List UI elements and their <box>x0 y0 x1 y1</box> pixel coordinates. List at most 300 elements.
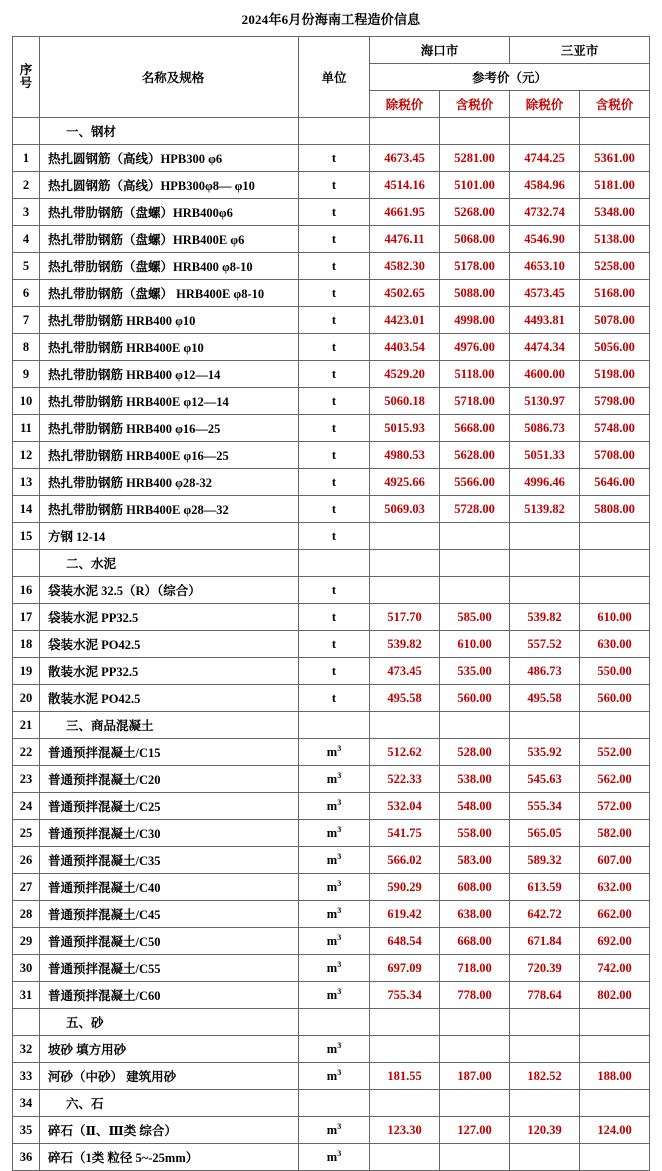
table-row <box>13 1090 650 1117</box>
row-item-name: 河砂（中砂） 建筑用砂 <box>40 1063 299 1090</box>
row-unit: $m^3$ <box>299 739 370 766</box>
sanya-in-tax-price: 572.00 <box>580 793 650 820</box>
table-row <box>13 1063 650 1090</box>
row-index: 36 <box>13 1144 40 1171</box>
row-index: 3 <box>13 199 40 226</box>
sanya-ex-tax-price <box>510 1144 580 1171</box>
row-item-name: 散装水泥 PO42.5 <box>40 685 299 712</box>
row-index: 16 <box>13 577 40 604</box>
haikou-in-tax-price: 5118.00 <box>440 361 510 388</box>
sanya-ex-tax-price: 5139.82 <box>510 496 580 523</box>
sanya-ex-tax-price: 120.39 <box>510 1117 580 1144</box>
haikou-ex-tax-price: 517.70 <box>370 604 440 631</box>
table-row <box>13 955 650 982</box>
haikou-ex-tax-price: 522.33 <box>370 766 440 793</box>
haikou-ex-tax-price: 512.62 <box>370 739 440 766</box>
sanya-ex-tax-price <box>510 1090 580 1117</box>
row-unit: t <box>299 631 370 658</box>
table-row <box>13 253 650 280</box>
row-unit: t <box>299 496 370 523</box>
haikou-ex-tax-price: 181.55 <box>370 1063 440 1090</box>
haikou-ex-tax-price: 619.42 <box>370 901 440 928</box>
row-index: 11 <box>13 415 40 442</box>
row-index: 22 <box>13 739 40 766</box>
sanya-ex-tax-price: 557.52 <box>510 631 580 658</box>
row-item-name: 普通预拌混凝土/C25 <box>40 793 299 820</box>
row-index: 8 <box>13 334 40 361</box>
row-index: 35 <box>13 1117 40 1144</box>
sanya-in-tax-price: 188.00 <box>580 1063 650 1090</box>
table-row <box>13 496 650 523</box>
haikou-in-tax-price: 535.00 <box>440 658 510 685</box>
haikou-ex-tax-price <box>370 1009 440 1036</box>
row-item-name: 碎石（Ⅱ、Ⅲ类 综合） <box>40 1117 299 1144</box>
sanya-in-tax-price <box>580 1036 650 1063</box>
sanya-in-tax-price: 692.00 <box>580 928 650 955</box>
row-unit: t <box>299 442 370 469</box>
column-header-sanya-extax: 除税价 <box>510 91 580 118</box>
sanya-ex-tax-price: 778.64 <box>510 982 580 1009</box>
sanya-ex-tax-price: 495.58 <box>510 685 580 712</box>
table-row <box>13 658 650 685</box>
row-index: 27 <box>13 874 40 901</box>
row-index: 23 <box>13 766 40 793</box>
haikou-in-tax-price: 548.00 <box>440 793 510 820</box>
haikou-ex-tax-price: 5069.03 <box>370 496 440 523</box>
table-row <box>13 388 650 415</box>
haikou-in-tax-price <box>440 577 510 604</box>
table-row <box>13 793 650 820</box>
sanya-in-tax-price: 610.00 <box>580 604 650 631</box>
sanya-in-tax-price: 124.00 <box>580 1117 650 1144</box>
sanya-ex-tax-price <box>510 118 580 145</box>
table-body <box>13 118 650 1171</box>
haikou-in-tax-price: 610.00 <box>440 631 510 658</box>
row-item-name: 坡砂 填方用砂 <box>40 1036 299 1063</box>
haikou-ex-tax-price: 590.29 <box>370 874 440 901</box>
row-unit: t <box>299 523 370 550</box>
column-header-unit: 单位 <box>299 37 370 118</box>
row-unit: $m^3$ <box>299 820 370 847</box>
sanya-ex-tax-price: 4493.81 <box>510 307 580 334</box>
row-unit: $m^3$ <box>299 955 370 982</box>
haikou-ex-tax-price: 539.82 <box>370 631 440 658</box>
row-item-name: 热扎带肋钢筋 HRB400 φ12—14 <box>40 361 299 388</box>
haikou-ex-tax-price: 4661.95 <box>370 199 440 226</box>
row-category-name: 六、石 <box>40 1090 299 1117</box>
row-item-name: 普通预拌混凝土/C55 <box>40 955 299 982</box>
row-item-name: 普通预拌混凝土/C30 <box>40 820 299 847</box>
haikou-ex-tax-price <box>370 1144 440 1171</box>
haikou-ex-tax-price: 4502.65 <box>370 280 440 307</box>
table-header <box>13 37 650 118</box>
haikou-ex-tax-price: 566.02 <box>370 847 440 874</box>
row-unit: t <box>299 577 370 604</box>
haikou-ex-tax-price: 495.58 <box>370 685 440 712</box>
sanya-in-tax-price: 562.00 <box>580 766 650 793</box>
row-item-name: 散装水泥 PP32.5 <box>40 658 299 685</box>
column-header-city-sanya: 三亚市 <box>510 37 650 64</box>
row-index: 26 <box>13 847 40 874</box>
header-seq-line1: 序 <box>19 62 33 77</box>
row-index: 5 <box>13 253 40 280</box>
haikou-in-tax-price: 583.00 <box>440 847 510 874</box>
table-row <box>13 1117 650 1144</box>
row-index: 2 <box>13 172 40 199</box>
haikou-in-tax-price <box>440 1090 510 1117</box>
row-item-name: 热扎带肋钢筋 HRB400E φ10 <box>40 334 299 361</box>
row-unit: t <box>299 280 370 307</box>
row-index <box>13 1009 40 1036</box>
row-index: 4 <box>13 226 40 253</box>
table-row <box>13 307 650 334</box>
row-unit: t <box>299 145 370 172</box>
haikou-in-tax-price <box>440 1144 510 1171</box>
haikou-in-tax-price: 668.00 <box>440 928 510 955</box>
row-item-name: 普通预拌混凝土/C15 <box>40 739 299 766</box>
haikou-in-tax-price: 4998.00 <box>440 307 510 334</box>
row-item-name: 热扎圆钢筋（高线）HPB300 φ6 <box>40 145 299 172</box>
haikou-in-tax-price: 5268.00 <box>440 199 510 226</box>
sanya-ex-tax-price: 4584.96 <box>510 172 580 199</box>
column-header-reference-price: 参考价（元） <box>370 64 650 91</box>
row-unit: t <box>299 415 370 442</box>
table-row <box>13 415 650 442</box>
haikou-in-tax-price: 5178.00 <box>440 253 510 280</box>
sanya-ex-tax-price: 486.73 <box>510 658 580 685</box>
sanya-ex-tax-price: 720.39 <box>510 955 580 982</box>
sanya-in-tax-price: 802.00 <box>580 982 650 1009</box>
table-row <box>13 928 650 955</box>
table-row <box>13 1036 650 1063</box>
sanya-ex-tax-price: 5086.73 <box>510 415 580 442</box>
row-unit: $m^3$ <box>299 847 370 874</box>
sanya-ex-tax-price: 535.92 <box>510 739 580 766</box>
sanya-in-tax-price: 630.00 <box>580 631 650 658</box>
table-row <box>13 334 650 361</box>
row-index: 28 <box>13 901 40 928</box>
sanya-ex-tax-price: 545.63 <box>510 766 580 793</box>
row-index: 20 <box>13 685 40 712</box>
haikou-ex-tax-price: 4514.16 <box>370 172 440 199</box>
haikou-in-tax-price: 608.00 <box>440 874 510 901</box>
row-unit: t <box>299 199 370 226</box>
row-index: 21 <box>13 712 40 739</box>
sanya-in-tax-price: 560.00 <box>580 685 650 712</box>
table-row <box>13 982 650 1009</box>
price-table <box>12 36 650 1171</box>
row-item-name: 热扎带肋钢筋 HRB400 φ16—25 <box>40 415 299 442</box>
haikou-ex-tax-price: 532.04 <box>370 793 440 820</box>
sanya-ex-tax-price <box>510 1036 580 1063</box>
row-index: 31 <box>13 982 40 1009</box>
table-row <box>13 874 650 901</box>
row-unit: $m^3$ <box>299 1117 370 1144</box>
column-header-seq <box>13 37 40 118</box>
row-unit <box>299 1090 370 1117</box>
sanya-ex-tax-price: 4546.90 <box>510 226 580 253</box>
sanya-in-tax-price: 552.00 <box>580 739 650 766</box>
row-category-name: 三、商品混凝土 <box>40 712 299 739</box>
haikou-in-tax-price: 5668.00 <box>440 415 510 442</box>
row-item-name: 热扎圆钢筋（高线）HPB300φ8— φ10 <box>40 172 299 199</box>
row-item-name: 普通预拌混凝土/C40 <box>40 874 299 901</box>
sanya-ex-tax-price: 182.52 <box>510 1063 580 1090</box>
haikou-ex-tax-price <box>370 118 440 145</box>
sanya-ex-tax-price: 671.84 <box>510 928 580 955</box>
row-item-name: 碎石（1类 粒径 5~-25mm） <box>40 1144 299 1171</box>
haikou-ex-tax-price <box>370 1036 440 1063</box>
row-unit: t <box>299 226 370 253</box>
table-row <box>13 901 650 928</box>
row-item-name: 热扎带肋钢筋 HRB400 φ28-32 <box>40 469 299 496</box>
haikou-in-tax-price: 560.00 <box>440 685 510 712</box>
haikou-ex-tax-price: 4582.30 <box>370 253 440 280</box>
sanya-ex-tax-price: 642.72 <box>510 901 580 928</box>
row-index: 34 <box>13 1090 40 1117</box>
sanya-in-tax-price: 5708.00 <box>580 442 650 469</box>
sanya-in-tax-price: 632.00 <box>580 874 650 901</box>
page-title: 2024年6月份海南工程造价信息 <box>241 12 421 27</box>
row-index: 13 <box>13 469 40 496</box>
sanya-in-tax-price: 607.00 <box>580 847 650 874</box>
sanya-ex-tax-price <box>510 1009 580 1036</box>
row-index: 33 <box>13 1063 40 1090</box>
row-unit <box>299 1009 370 1036</box>
sanya-ex-tax-price: 5051.33 <box>510 442 580 469</box>
row-index: 32 <box>13 1036 40 1063</box>
row-unit <box>299 712 370 739</box>
table-row <box>13 820 650 847</box>
haikou-ex-tax-price: 4980.53 <box>370 442 440 469</box>
row-index: 9 <box>13 361 40 388</box>
header-seq-line2: 号 <box>19 76 33 90</box>
haikou-ex-tax-price: 4529.20 <box>370 361 440 388</box>
row-unit: $m^3$ <box>299 1063 370 1090</box>
sanya-in-tax-price: 582.00 <box>580 820 650 847</box>
table-row <box>13 1144 650 1171</box>
sanya-ex-tax-price: 565.05 <box>510 820 580 847</box>
row-category-name: 五、砂 <box>40 1009 299 1036</box>
table-row <box>13 172 650 199</box>
row-unit: t <box>299 658 370 685</box>
haikou-ex-tax-price: 4925.66 <box>370 469 440 496</box>
haikou-ex-tax-price: 5015.93 <box>370 415 440 442</box>
haikou-ex-tax-price: 473.45 <box>370 658 440 685</box>
row-item-name: 袋装水泥 PO42.5 <box>40 631 299 658</box>
row-unit: $m^3$ <box>299 1144 370 1171</box>
row-index: 6 <box>13 280 40 307</box>
row-unit: $m^3$ <box>299 928 370 955</box>
table-row <box>13 847 650 874</box>
sanya-in-tax-price <box>580 1090 650 1117</box>
row-item-name: 普通预拌混凝土/C20 <box>40 766 299 793</box>
sanya-ex-tax-price: 539.82 <box>510 604 580 631</box>
row-item-name: 袋装水泥 32.5（R）（综合） <box>40 577 299 604</box>
row-item-name: 普通预拌混凝土/C35 <box>40 847 299 874</box>
haikou-ex-tax-price <box>370 523 440 550</box>
haikou-in-tax-price: 5628.00 <box>440 442 510 469</box>
haikou-in-tax-price <box>440 1009 510 1036</box>
row-unit: t <box>299 361 370 388</box>
haikou-in-tax-price: 5281.00 <box>440 145 510 172</box>
table-row <box>13 442 650 469</box>
row-item-name: 热扎带肋钢筋 HRB400E φ12—14 <box>40 388 299 415</box>
table-row <box>13 604 650 631</box>
row-item-name: 普通预拌混凝土/C45 <box>40 901 299 928</box>
sanya-ex-tax-price: 4744.25 <box>510 145 580 172</box>
sanya-ex-tax-price: 4732.74 <box>510 199 580 226</box>
row-unit <box>299 118 370 145</box>
table-row <box>13 739 650 766</box>
row-unit: $m^3$ <box>299 874 370 901</box>
haikou-in-tax-price: 5718.00 <box>440 388 510 415</box>
row-unit: $m^3$ <box>299 982 370 1009</box>
column-header-haikou-intax: 含税价 <box>440 91 510 118</box>
row-index: 19 <box>13 658 40 685</box>
table-row <box>13 631 650 658</box>
sanya-in-tax-price: 5198.00 <box>580 361 650 388</box>
haikou-in-tax-price <box>440 712 510 739</box>
haikou-in-tax-price: 585.00 <box>440 604 510 631</box>
row-item-name: 热扎带肋钢筋 HRB400E φ28—32 <box>40 496 299 523</box>
row-unit: $m^3$ <box>299 793 370 820</box>
haikou-ex-tax-price <box>370 1090 440 1117</box>
haikou-in-tax-price: 5566.00 <box>440 469 510 496</box>
row-unit: t <box>299 388 370 415</box>
sanya-in-tax-price: 742.00 <box>580 955 650 982</box>
row-unit: t <box>299 307 370 334</box>
sanya-in-tax-price <box>580 118 650 145</box>
haikou-in-tax-price: 528.00 <box>440 739 510 766</box>
table-row <box>13 577 650 604</box>
row-item-name: 热扎带肋钢筋 HRB400E φ16—25 <box>40 442 299 469</box>
haikou-in-tax-price: 778.00 <box>440 982 510 1009</box>
sanya-in-tax-price: 550.00 <box>580 658 650 685</box>
sanya-in-tax-price: 5258.00 <box>580 253 650 280</box>
row-item-name: 热扎带肋钢筋（盘螺） HRB400E φ8-10 <box>40 280 299 307</box>
sanya-in-tax-price: 5168.00 <box>580 280 650 307</box>
row-item-name: 袋装水泥 PP32.5 <box>40 604 299 631</box>
haikou-in-tax-price: 4976.00 <box>440 334 510 361</box>
row-index <box>13 550 40 577</box>
haikou-in-tax-price: 5101.00 <box>440 172 510 199</box>
haikou-in-tax-price: 558.00 <box>440 820 510 847</box>
sanya-ex-tax-price: 613.59 <box>510 874 580 901</box>
sanya-in-tax-price: 5056.00 <box>580 334 650 361</box>
sanya-ex-tax-price: 555.34 <box>510 793 580 820</box>
row-index: 10 <box>13 388 40 415</box>
table-row <box>13 469 650 496</box>
haikou-in-tax-price: 638.00 <box>440 901 510 928</box>
haikou-in-tax-price: 5068.00 <box>440 226 510 253</box>
haikou-in-tax-price: 5088.00 <box>440 280 510 307</box>
row-unit: t <box>299 253 370 280</box>
sanya-ex-tax-price: 4996.46 <box>510 469 580 496</box>
row-item-name: 热扎带肋钢筋（盘螺）HRB400 φ8-10 <box>40 253 299 280</box>
haikou-in-tax-price: 718.00 <box>440 955 510 982</box>
sanya-ex-tax-price: 5130.97 <box>510 388 580 415</box>
sanya-in-tax-price <box>580 577 650 604</box>
row-index: 7 <box>13 307 40 334</box>
row-index: 29 <box>13 928 40 955</box>
table-row <box>13 145 650 172</box>
table-row <box>13 712 650 739</box>
table-row <box>13 685 650 712</box>
table-row <box>13 280 650 307</box>
sanya-in-tax-price: 5798.00 <box>580 388 650 415</box>
row-index: 17 <box>13 604 40 631</box>
sanya-in-tax-price <box>580 1144 650 1171</box>
row-unit: $m^3$ <box>299 901 370 928</box>
sanya-in-tax-price <box>580 523 650 550</box>
row-item-name: 热扎带肋钢筋 HRB400 φ10 <box>40 307 299 334</box>
sanya-ex-tax-price: 4600.00 <box>510 361 580 388</box>
table-row <box>13 361 650 388</box>
row-index: 18 <box>13 631 40 658</box>
sanya-in-tax-price: 5138.00 <box>580 226 650 253</box>
sanya-ex-tax-price <box>510 550 580 577</box>
haikou-in-tax-price <box>440 550 510 577</box>
haikou-ex-tax-price: 697.09 <box>370 955 440 982</box>
sanya-in-tax-price: 5361.00 <box>580 145 650 172</box>
sanya-in-tax-price: 5078.00 <box>580 307 650 334</box>
column-header-city-haikou: 海口市 <box>370 37 510 64</box>
haikou-ex-tax-price: 648.54 <box>370 928 440 955</box>
row-index: 1 <box>13 145 40 172</box>
haikou-ex-tax-price: 123.30 <box>370 1117 440 1144</box>
sanya-ex-tax-price: 4653.10 <box>510 253 580 280</box>
row-index: 30 <box>13 955 40 982</box>
haikou-in-tax-price: 187.00 <box>440 1063 510 1090</box>
header-row-1 <box>13 37 650 64</box>
haikou-in-tax-price: 127.00 <box>440 1117 510 1144</box>
table-row <box>13 523 650 550</box>
sanya-in-tax-price: 662.00 <box>580 901 650 928</box>
haikou-in-tax-price <box>440 523 510 550</box>
row-index: 25 <box>13 820 40 847</box>
haikou-ex-tax-price: 5060.18 <box>370 388 440 415</box>
row-index <box>13 118 40 145</box>
table-row <box>13 550 650 577</box>
sanya-ex-tax-price <box>510 577 580 604</box>
sanya-in-tax-price: 5646.00 <box>580 469 650 496</box>
sanya-in-tax-price <box>580 712 650 739</box>
sanya-ex-tax-price <box>510 712 580 739</box>
haikou-ex-tax-price: 4673.45 <box>370 145 440 172</box>
sanya-in-tax-price <box>580 1009 650 1036</box>
table-row <box>13 1009 650 1036</box>
sanya-in-tax-price: 5181.00 <box>580 172 650 199</box>
row-unit: $m^3$ <box>299 1036 370 1063</box>
column-header-name: 名称及规格 <box>40 37 299 118</box>
sanya-in-tax-price: 5808.00 <box>580 496 650 523</box>
row-item-name: 普通预拌混凝土/C50 <box>40 928 299 955</box>
row-category-name: 一、钢材 <box>40 118 299 145</box>
haikou-ex-tax-price: 4403.54 <box>370 334 440 361</box>
sanya-ex-tax-price <box>510 523 580 550</box>
haikou-ex-tax-price: 4423.01 <box>370 307 440 334</box>
row-index: 24 <box>13 793 40 820</box>
row-unit: t <box>299 604 370 631</box>
row-item-name: 普通预拌混凝土/C60 <box>40 982 299 1009</box>
row-item-name: 方钢 12-14 <box>40 523 299 550</box>
table-row <box>13 766 650 793</box>
haikou-ex-tax-price <box>370 712 440 739</box>
row-unit: t <box>299 685 370 712</box>
row-item-name: 热扎带肋钢筋（盘螺）HRB400E φ6 <box>40 226 299 253</box>
column-header-haikou-extax: 除税价 <box>370 91 440 118</box>
